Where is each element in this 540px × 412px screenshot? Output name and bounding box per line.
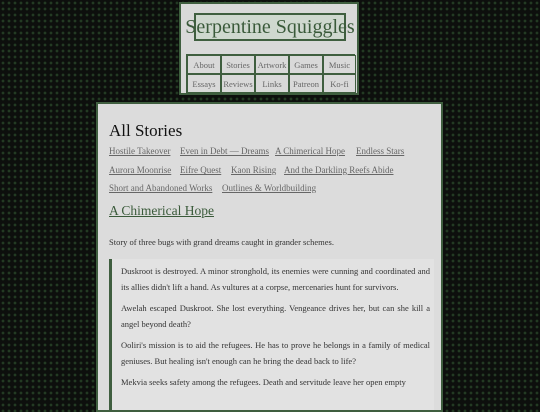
synopsis-paragraph: Duskroot is destroyed. A minor stronghold, its enemies were cunning and coordinated and its allies didn't lift a hand. As vultures at a corpse, mercenaries hunt for survivors.	[121, 266, 430, 292]
nav-stories[interactable]: Stories	[221, 55, 255, 74]
nav-patreon[interactable]: Patreon	[289, 74, 323, 93]
site-title[interactable]: Serpentine Squiggles	[194, 13, 346, 41]
story-link-even-in-debt[interactable]: Even in Debt — Dreams	[180, 146, 269, 156]
synopsis-paragraph: Awelah escaped Duskroot. She lost everything. Vengeance drives her, but can she kill a angel beyond death?	[121, 303, 430, 329]
synopsis-paragraph: Ooliri's mission is to aid the refugees. He has to prove he belongs in a family of medical geniuses. But healing isn't enough can he bring the dead back to life?	[121, 340, 430, 366]
story-tagline: Story of three bugs with grand dreams caught in grander schemes.	[109, 237, 334, 247]
site-header	[179, 2, 359, 95]
main-content	[96, 102, 443, 412]
story-link-short-abandoned[interactable]: Short and Abandoned Works	[109, 183, 213, 193]
story-link-kaon-rising[interactable]: Kaon Rising	[231, 165, 277, 175]
nav-reviews[interactable]: Reviews	[221, 74, 255, 93]
nav-artwork[interactable]: Artwork	[255, 55, 289, 74]
nav-games[interactable]: Games	[289, 55, 323, 74]
nav-kofi[interactable]: Ko-fi	[323, 74, 356, 93]
story-link-chimerical-hope[interactable]: A Chimerical Hope	[275, 146, 345, 156]
story-link-outlines-worldbuilding[interactable]: Outlines & Worldbuilding	[222, 183, 317, 193]
story-link-aurora-moonrise[interactable]: Aurora Moonrise	[109, 165, 172, 175]
nav-links[interactable]: Links	[255, 74, 289, 93]
synopsis-paragraph: Mekvia seeks safety among the refugees. Death and servitude leave her open empty	[121, 377, 406, 387]
nav-music[interactable]: Music	[323, 55, 356, 74]
main-nav	[186, 54, 355, 94]
nav-about[interactable]: About	[187, 55, 221, 74]
story-synopsis	[109, 259, 434, 412]
story-link-darkling-reefs[interactable]: And the Darkling Reefs Abide	[284, 165, 394, 175]
story-link-endless-stars[interactable]: Endless Stars	[356, 146, 405, 156]
story-link-hostile-takeover[interactable]: Hostile Takeover	[109, 146, 171, 156]
story-title[interactable]: A Chimerical Hope	[109, 203, 214, 218]
story-link-eifre-quest[interactable]: Eifre Quest	[180, 165, 222, 175]
page-title: All Stories	[109, 121, 183, 140]
nav-essays[interactable]: Essays	[187, 74, 221, 93]
